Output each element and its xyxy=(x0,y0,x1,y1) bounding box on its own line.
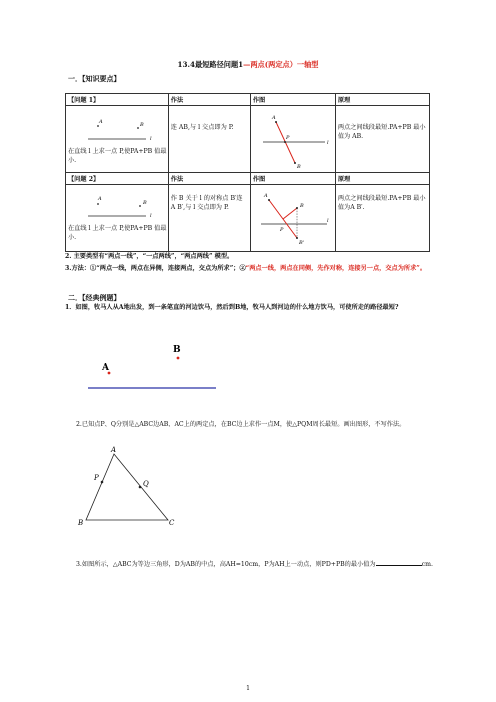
problem2-solution-figure xyxy=(253,186,333,248)
header-figure: 作图 xyxy=(250,94,335,106)
header-principle: 原理 xyxy=(335,94,429,106)
principle-cell xyxy=(335,185,429,252)
problem2-setup-figure xyxy=(68,186,168,226)
problem-cell xyxy=(66,185,169,252)
label-B: B xyxy=(140,122,144,128)
problem-text: 在直线 l 上求一点 P,使PA+PB 值最小. xyxy=(68,148,167,164)
label-B-prime: B' xyxy=(298,240,304,246)
answer-blank[interactable] xyxy=(376,558,422,566)
principle-text: 两点之间线段最短.PA+PB 最小值为A B′. xyxy=(337,195,426,211)
principle-cell xyxy=(335,106,429,173)
method-text: 连 AB,与 l 交点即为 P. xyxy=(170,124,234,131)
figure-cell xyxy=(250,106,335,173)
header-figure: 作图 xyxy=(250,173,335,185)
example-2-figure xyxy=(76,444,186,526)
method-cell xyxy=(168,185,250,252)
point-3-red: “两点一线，两点在同侧，先作对称，连接另一点，交点为所求”。 xyxy=(245,265,427,272)
title-highlight: —两点(两定点）一轴型 xyxy=(243,60,319,69)
problem-text: 在直线 l 上求一点 P,使PA+PB 值最小. xyxy=(68,225,167,241)
figure-cell xyxy=(250,185,335,252)
knowledge-table xyxy=(65,93,430,252)
point-2: 2. 主要类型有“两点一线”，“一点两线”，“两点两线” 模型。 xyxy=(65,253,234,260)
section-knowledge-heading: 一．【知识要点】 xyxy=(68,74,121,83)
problem1-setup-figure xyxy=(68,109,168,149)
triangle-ABC xyxy=(86,454,168,520)
label-C: C xyxy=(169,519,175,526)
point-3 xyxy=(65,264,435,273)
example-3-text: 3.如图所示，△ABC为等边三角形，D为AB的中点，高AH=10cm，P为AH上一动点，则PD+PB的最小值为 xyxy=(76,561,376,568)
example-3 xyxy=(76,558,436,570)
example-2-text: 2.已知点P、Q分别是△ABC边AB、AC上的两定点，在BC边上求作一点M，使△PQM周长最短。画出图形，不写作法。 xyxy=(76,421,406,428)
table-header-row-1 xyxy=(66,94,430,106)
example-3-unit: cm. xyxy=(421,561,433,568)
title-prefix: 13.4最短路径问题1 xyxy=(177,60,244,69)
label-B: B xyxy=(296,164,301,169)
point-3-lead: 3.方法：①“两点一线，两点在异侧，连接两点，交点为所求”；② xyxy=(65,265,246,272)
example-1-figure xyxy=(80,338,230,398)
label-l: l xyxy=(326,140,329,146)
header-method: 作法 xyxy=(168,173,250,185)
label-A: A xyxy=(102,363,109,373)
point-Q xyxy=(139,486,142,489)
label-B: B xyxy=(299,203,304,209)
point-B xyxy=(177,357,180,360)
label-l: l xyxy=(150,213,152,219)
label-A: A xyxy=(99,119,103,125)
table-row-1 xyxy=(66,106,430,173)
page-number: 1 xyxy=(246,685,250,692)
label-l: l xyxy=(150,136,152,142)
label-B: B xyxy=(143,200,147,206)
problem1-solution-figure xyxy=(253,107,333,169)
example-1-text: 1．如图，牧马人从A地出发，到一条笔直的河边饮马，然后到B地，牧马人到河边的什么地方饮马，可使所走的路径最短? xyxy=(65,304,399,311)
principle-text: 两点之间线段最短.PA+PB 最小值为 AB. xyxy=(337,124,426,140)
header-method: 作法 xyxy=(168,94,250,106)
table-header-row-2 xyxy=(66,173,430,185)
label-P: P xyxy=(285,135,290,141)
header-principle: 原理 xyxy=(335,173,429,185)
method-text: 作 B 关于 l 的对称点 B′连 A B′,与 l 交点即为 P. xyxy=(170,195,243,211)
header-problem: 【问题 2】 xyxy=(66,173,169,185)
label-A: A xyxy=(263,193,268,199)
label-B: B xyxy=(173,345,181,355)
label-l: l xyxy=(326,218,329,224)
method-cell xyxy=(168,106,250,173)
point-P xyxy=(101,481,104,484)
label-A: A xyxy=(111,446,117,454)
label-A: A xyxy=(271,115,276,121)
label-Q: Q xyxy=(143,480,149,488)
label-B: B xyxy=(78,519,84,526)
label-P: P xyxy=(94,474,99,482)
label-A: A xyxy=(98,196,102,202)
section-examples-heading: 二．【经典例题】 xyxy=(68,293,121,302)
page-title xyxy=(0,60,496,70)
label-P: P xyxy=(279,227,284,233)
header-problem: 【问题 1】 xyxy=(66,94,169,106)
table-row-2 xyxy=(66,185,430,252)
problem-cell xyxy=(66,106,169,173)
